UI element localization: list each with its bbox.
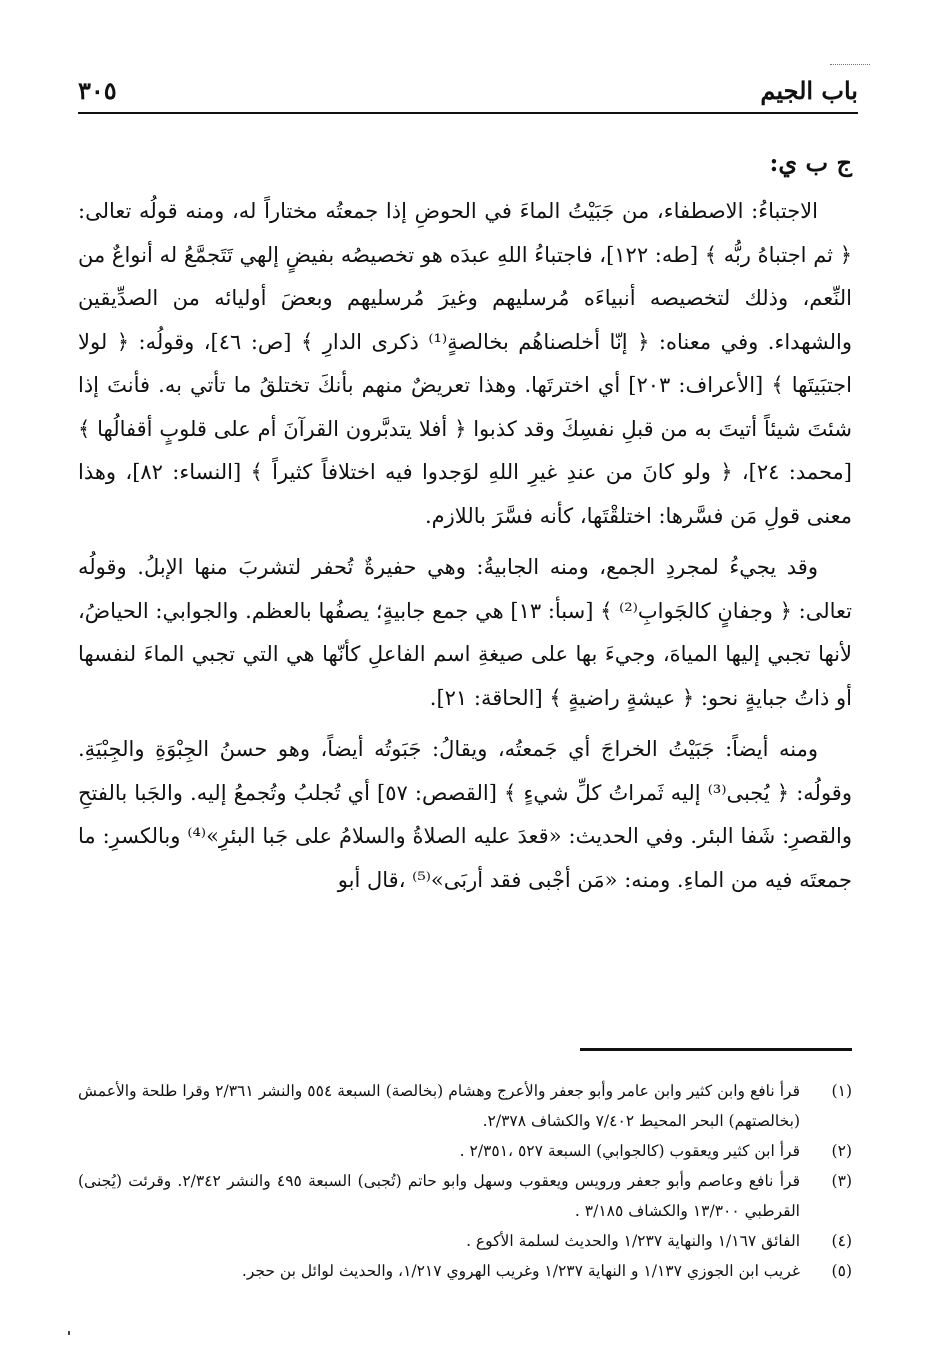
paragraph-1: الاجتباءُ: الاصطفاء، من جَبَيْتُ الماءَ في الحوضِ إذا جمعتُه مختاراً له، ومنه قولُه تعالى: ﴿ ثم اجتباهُ ربُّه ﴾ [طه: ١٢٢]، فاجتباءُ اللهِ عبدَه هو تخصيصُه بفيضٍ إلهي تَتَجمَّعُ له أنواعٌ من النِّعم، وذلك لتخصيصه أنبياءَه مُرسليهم وغيرَ مُرسليهم وبعضَ أوليائه من الصدِّيقين والشهداء. وفي معناه: ﴿ إنّا أخلصناهُم بخالصةٍ⁽¹⁾ ذكرى الدارِ ﴾ [ص: ٤٦]، وقولُه: ﴿ لولا اجتبَيتَها ﴾ [الأعراف: ٢٠٣] أي اخترتَها. وهذا تعريضٌ منهم بأنكَ تختلقُ ما تأتي به. فأنتَ إذا شئتَ شيئاً أتيتَ به من قبلِ نفسِكَ وقد كذبوا ﴿ أفلا يتدبَّرون القرآنَ أم على قلوبٍ أقفالُها ﴾ [محمد: ٢٤]، ﴿ ولو كانَ من عندِ غيرِ اللهِ لوَجدوا فيه اختلافاً كثيراً ﴾ [النساء: ٨٢]، وهذا معنى قولِ مَن فسَّرها: اختلقْتَها، كأنه فسَّرَ باللازم. (78, 199, 853, 528)
footnote-number: (٣) (831, 1172, 852, 1190)
scan-speck (68, 1331, 70, 1335)
footnote-number: (٤) (831, 1232, 852, 1250)
footnote-separator (580, 1048, 852, 1051)
footnote-1 (78, 1076, 852, 1136)
footnote-4 (78, 1226, 852, 1256)
page-mark (830, 64, 870, 65)
paragraph-2: وقد يجيءُ لمجردِ الجمع، ومنه الجابيةُ: وهي حفيرةٌ تُحفر لتشربَ منها الإبلُ. وقولُه تعالى: ﴿ وجفانٍ كالجَوابِ⁽²⁾ ﴾ [سبأ: ١٣] هي جمع جابيةٍ؛ يصفُها بالعظم. والجوابي: الحياضُ، لأنها تجبي إليها المياهَ، وجيءَ بها على صيغةِ اسم الفاعلِ كأنّها هي التي تجبي الماءَ لنفسها أو ذاتُ جبايةٍ نحو: ﴿ عيشةٍ راضيةٍ ﴾ [الحاقة: ٢١]. (78, 555, 852, 710)
chapter-title: باب الجيم (760, 75, 858, 105)
root-heading: ج ب ي: (769, 148, 852, 177)
footnotes (78, 1076, 852, 1286)
paragraph-3: ومنه أيضاً: جَبَيْتُ الخراجَ أي جَمعتُه، ويقالُ: جَبَوتُه أيضاً، وهو حسنُ الجِبْوَةِ والجِبْيَةِ. وقولُه: ﴿ يُجبى⁽³⁾ إليه ثَمراتُ كلِّ شيءٍ ﴾ [القصص: ٥٧] أي تُجلبُ وتُجمعُ إليه. والجَبا بالفتحِ والقصرِ: شَفا البئر. وفي الحديث: «قعدَ عليه الصلاةُ والسلامُ على جَبا البئرِ»⁽⁴⁾ وبالكسرِ: ما جمعتَه فيه من الماءِ. ومنه: «مَن أجْبى فقد أربَى»⁽⁵⁾ ،قال أبو (78, 737, 852, 892)
footnote-text: قرأ ابن كثير ويعقوب (كالجوابي) السبعة ٥٢٧ ،٢/٣٥١ . (459, 1142, 800, 1160)
footnote-text: غريب ابن الجوزي ١/١٣٧ و النهاية ١/٢٣٧ وغريب الهروي ١/٢١٧، والحديث لوائل بن حجر. (241, 1262, 800, 1280)
footnote-number: (٢) (831, 1142, 852, 1160)
footnote-number: (١) (831, 1082, 852, 1100)
footnote-2 (78, 1136, 852, 1166)
footnote-number: (٥) (831, 1262, 852, 1280)
footnote-text: قرأ نافع وابن كثير وابن عامر وأبو جعفر والأعرج وهشام (بخالصة) السبعة ٥٥٤ والنشر ٢/٣٦١ وقرا طلحة والأعمش (بخالصتهم) البحر المحيط ٧/٤٠٢ والكشاف ٢/٣٧٨. (78, 1082, 800, 1130)
running-header (78, 68, 858, 114)
footnote-text: الفائق ١/١٦٧ والنهاية ١/٢٣٧ والحديث لسلمة الأكوع . (466, 1232, 800, 1250)
entry-body (78, 140, 852, 902)
page-number: ٣٠٥ (78, 75, 117, 105)
footnote-5 (78, 1256, 852, 1286)
footnote-text: قرأ نافع وعاصم وأبو جعفر ورويس ويعقوب وسهل وابو حاتم (تُجبى) السبعة ٤٩٥ والنشر ٢/٣٤٢. وقرئت (يُجنى) القرطبي ١٣/٣٠٠ والكشاف ٣/١٨٥ . (78, 1172, 800, 1220)
footnote-3 (78, 1166, 852, 1226)
